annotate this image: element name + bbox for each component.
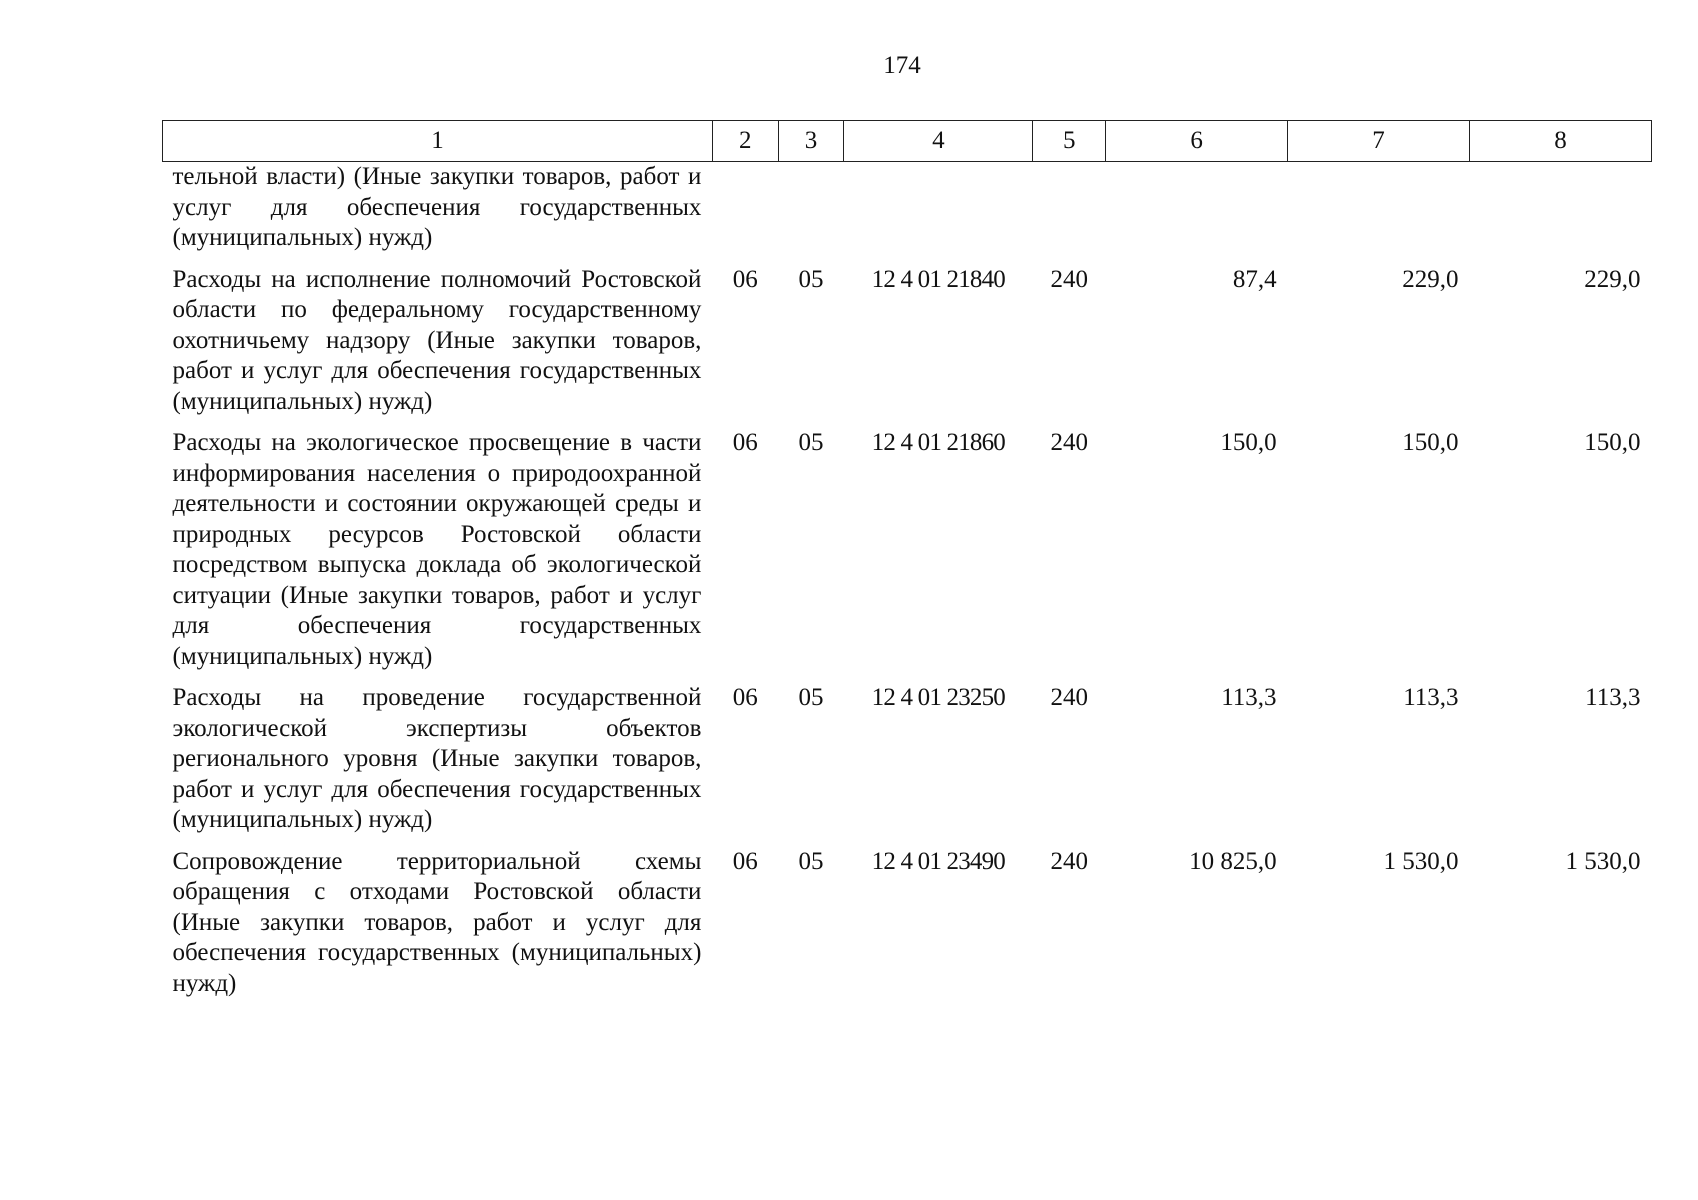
amount-col8: 150,0 [1584,429,1641,456]
amount-col8: 113,3 [1585,684,1641,711]
expense-description: Расходы на исполнение полномочий Ростовской области по федеральному государственному охотничьему надзору (Иные закупки товаров, работ и услуг для обеспечения государственных (муниципальных) нужд) [172,265,702,415]
amount-col7: 229,0 [1402,265,1459,293]
budget-table [162,120,1652,1010]
amount-col7: 150,0 [1402,429,1459,456]
table-body [163,162,1652,1011]
column-header: 3 [778,121,844,162]
column-header: 1 [163,121,713,162]
column-header: 5 [1033,121,1106,162]
target-article-code: 12 4 01 23490 [871,847,1005,875]
section-code: 06 [732,265,758,293]
subsection-code [778,162,844,265]
page-number: 174 [883,52,921,79]
column-header: 4 [844,121,1033,162]
expense-type-code: 240 [1050,684,1088,711]
amount-col7 [1288,162,1470,265]
expense-description: Расходы на проведение государственной экологической экспертизы объектов регионального уровня (Иные закупки товаров, работ и услуг для обеспечения государственных (муниципальных) нужд) [172,684,702,833]
section-code: 06 [732,429,758,456]
amount-col6: 150,0 [1220,429,1277,456]
expense-description: Сопровождение территориальной схемы обращения с отходами Ростовской области (Иные закупки товаров, работ и услуг для обеспечения государственных (муниципальных) нужд) [172,847,702,997]
column-header: 2 [712,121,778,162]
target-article-code [844,162,1033,265]
table-row [163,162,1652,265]
table-header [163,121,1652,162]
amount-col6: 113,3 [1221,684,1277,711]
section-code: 06 [732,847,758,875]
section-code: 06 [732,684,758,711]
column-header: 8 [1470,121,1652,162]
expense-type-code [1033,162,1106,265]
target-article-code: 12 4 01 21840 [871,265,1005,293]
amount-col8: 1 530,0 [1565,847,1641,875]
column-header: 7 [1288,121,1470,162]
amount-col6: 10 825,0 [1189,847,1277,875]
amount-col8: 229,0 [1584,265,1641,293]
subsection-code: 05 [798,265,824,293]
expense-type-code: 240 [1050,265,1088,293]
subsection-code: 05 [798,847,824,875]
target-article-code: 12 4 01 21860 [871,429,1005,456]
expense-description: тельной власти) (Иные закупки товаров, работ и услуг для обеспечения государственных (муниципальных) нужд) [172,163,702,251]
expense-type-code: 240 [1050,429,1088,456]
header-row [163,121,1652,162]
amount-col6: 87,4 [1232,265,1277,293]
table-row [163,683,1652,847]
amount-col7: 113,3 [1403,684,1459,711]
amount-col6 [1106,162,1288,265]
table-row [163,847,1652,1011]
expense-description: Расходы на экологическое просвещение в части информирования населения о природоохранной деятельности и состоянии окружающей среды и природных ресурсов Ростовской области посредством выпуска доклада об экологической ситуации (Иные закупки товаров, работ и услуг для обеспечения государственных (муниципальных) нужд) [172,429,702,670]
target-article-code: 12 4 01 23250 [871,684,1005,711]
section-code [712,162,778,265]
subsection-code: 05 [798,429,824,456]
table-row [163,265,1652,429]
amount-col8 [1470,162,1652,265]
table-row [163,428,1652,683]
amount-col7: 1 530,0 [1383,847,1459,875]
expense-type-code: 240 [1050,847,1088,875]
subsection-code: 05 [798,684,824,711]
column-header: 6 [1106,121,1288,162]
